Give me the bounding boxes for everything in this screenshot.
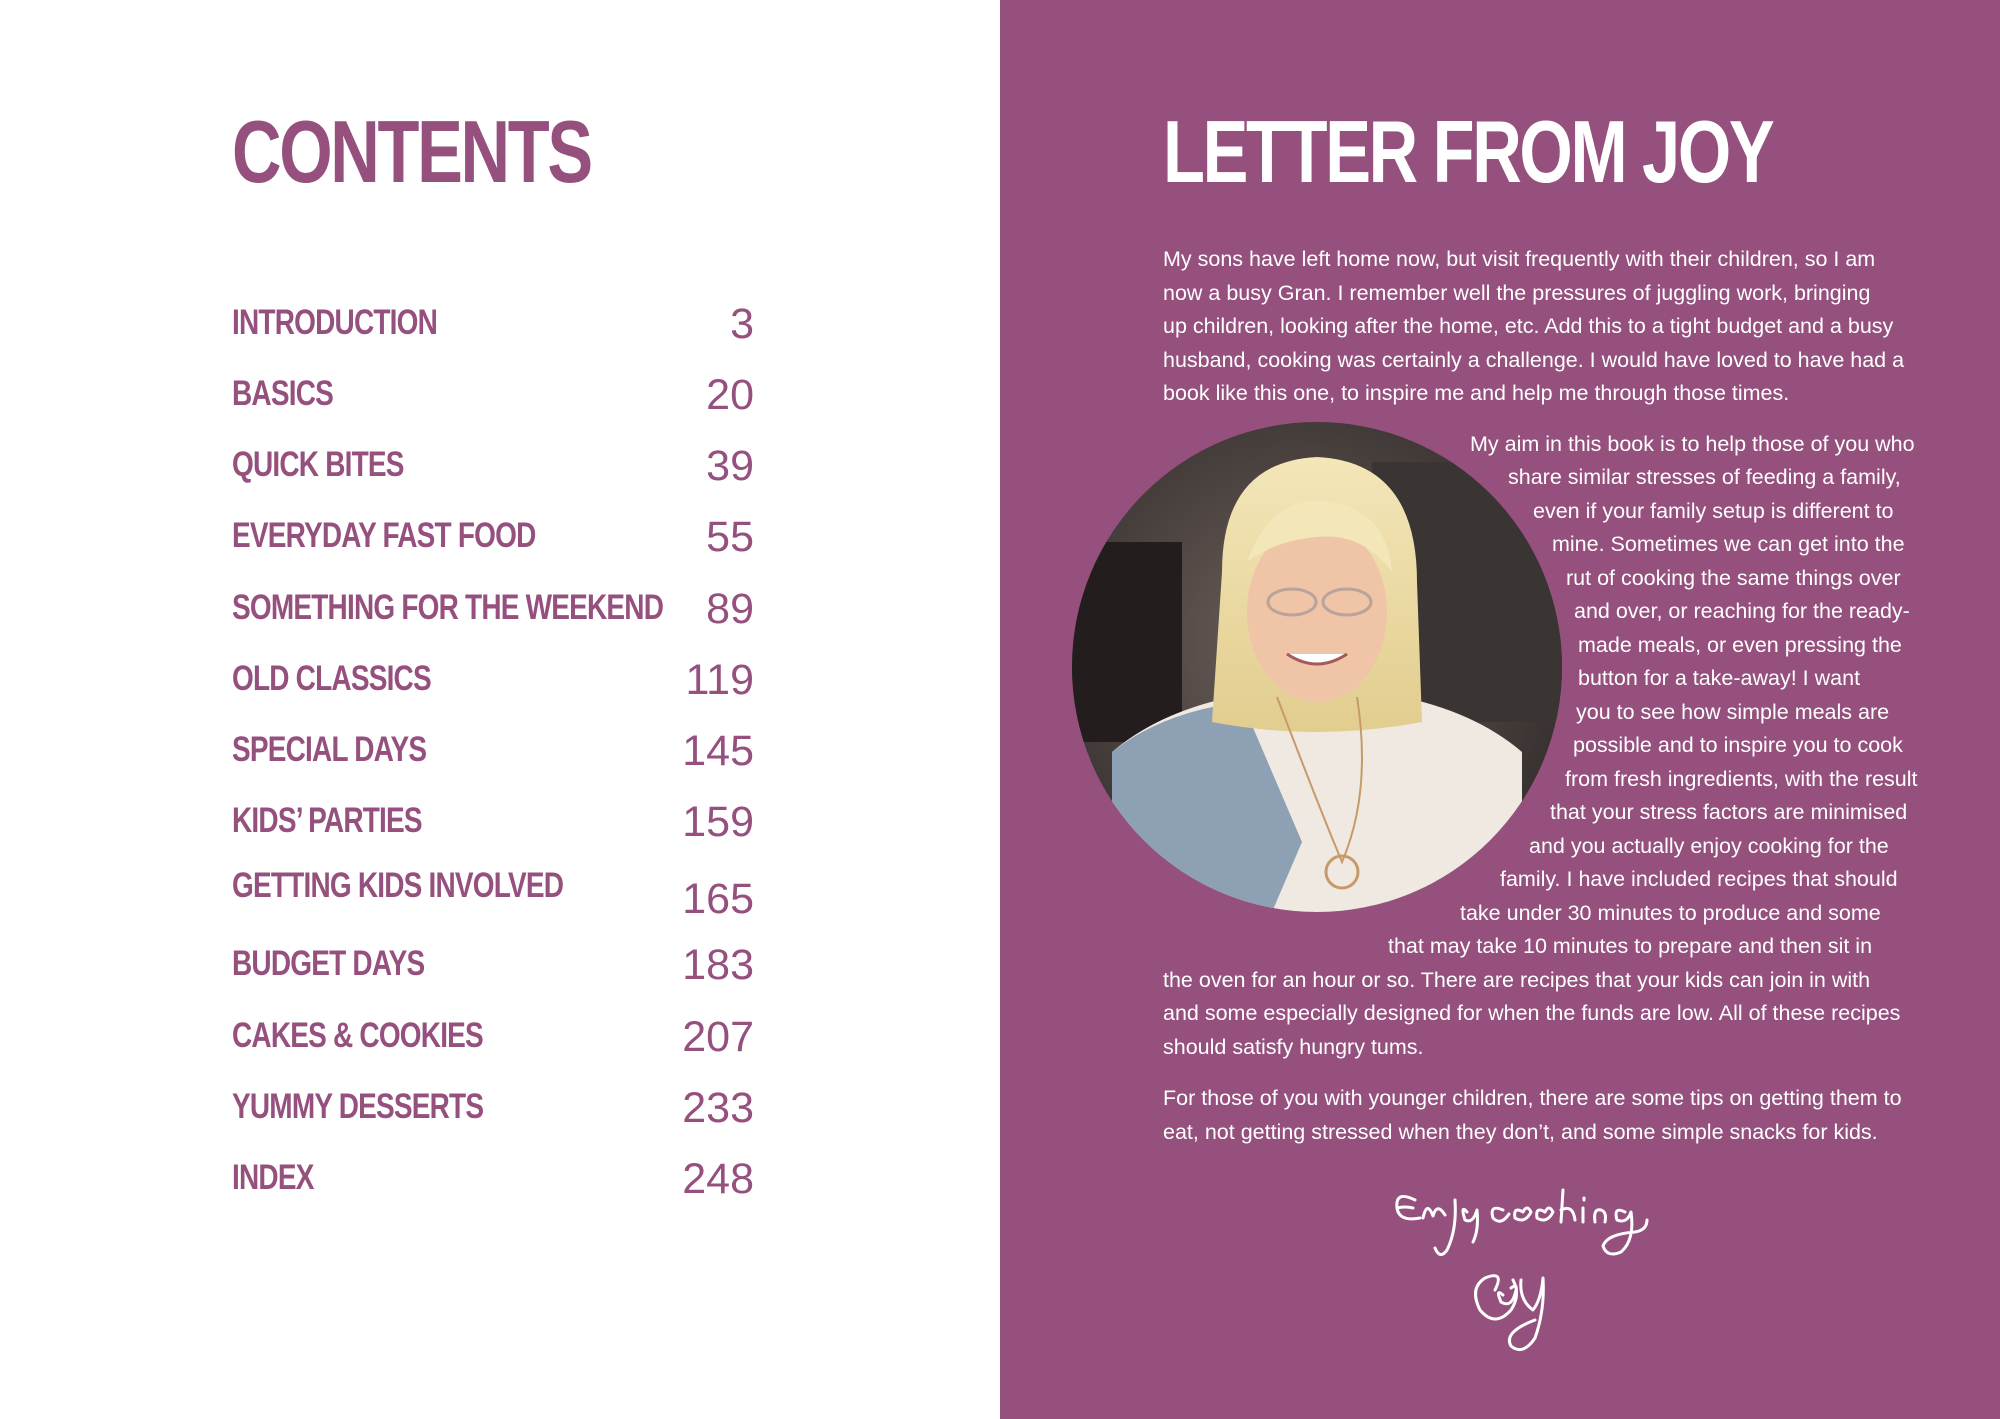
letter-line: you to see how simple meals are: [1576, 700, 1890, 724]
letter-line: For those of you with younger children, there are some tips on getting them to: [1163, 1086, 1902, 1110]
contents-item-label: INDEX: [232, 1158, 314, 1197]
contents-item-page-number: 248: [682, 1155, 754, 1203]
contents-item[interactable]: [232, 941, 754, 996]
letter-line: and you actually enjoy cooking for the: [1529, 834, 1889, 858]
handwritten-signature: [1385, 1160, 1685, 1360]
contents-item[interactable]: [232, 727, 754, 782]
contents-item[interactable]: [232, 371, 754, 426]
letter-line: should satisfy hungry tums.: [1163, 1035, 1424, 1059]
contents-item-label: CAKES & COOKIES: [232, 1016, 483, 1055]
contents-item-page-number: 183: [682, 941, 754, 989]
letter-line: made meals, or even pressing the: [1578, 633, 1902, 657]
letter-line: that may take 10 minutes to prepare and then sit in: [1388, 934, 1873, 958]
contents-item[interactable]: [232, 798, 754, 853]
contents-item[interactable]: [232, 442, 754, 497]
contents-item-label: YUMMY DESSERTS: [232, 1087, 484, 1126]
letter-line: and some especially designed for when the funds are low. All of these recipes: [1163, 1001, 1901, 1025]
letter-line: rut of cooking the same things over: [1566, 566, 1901, 590]
author-portrait: [1072, 422, 1562, 912]
contents-item[interactable]: [232, 1155, 754, 1210]
contents-item-page-number: 55: [706, 513, 754, 561]
letter-title: LETTER FROM JOY: [1163, 102, 1773, 201]
letter-line: eat, not getting stressed when they don’t, and some simple snacks for kids.: [1163, 1119, 1878, 1144]
contents-item-page-number: 207: [682, 1013, 754, 1061]
contents-item-label: GETTING KIDS INVOLVED: [232, 866, 564, 905]
letter-line: even if your family setup is different to: [1533, 499, 1894, 523]
contents-item-label: EVERYDAY FAST FOOD: [232, 516, 536, 555]
contents-item[interactable]: [232, 1013, 754, 1068]
contents-item-label: SPECIAL DAYS: [232, 730, 427, 769]
contents-item-page-number: 39: [706, 442, 754, 490]
letter-line: book like this one, to inspire me and help me through those times.: [1163, 381, 1790, 405]
contents-item-label: SOMETHING FOR THE WEEKEND: [232, 588, 664, 627]
letter-line: share similar stresses of feeding a family,: [1508, 465, 1901, 489]
contents-item-label: OLD CLASSICS: [232, 659, 431, 698]
letter-paragraph-1: [1163, 243, 1904, 411]
letter-line: mine. Sometimes we can get into the: [1552, 532, 1905, 556]
contents-item-label: BASICS: [232, 374, 333, 413]
letter-line: My sons have left home now, but visit frequently with their children, so I am: [1163, 247, 1876, 271]
contents-item-page-number: 233: [682, 1084, 754, 1132]
contents-item[interactable]: [232, 1084, 754, 1139]
contents-item[interactable]: [232, 585, 754, 640]
letter-line: take under 30 minutes to produce and some: [1460, 901, 1881, 925]
letter-line: family. I have included recipes that should: [1500, 867, 1898, 891]
contents-item-page-number: 165: [682, 875, 754, 923]
contents-item-page-number: 20: [706, 371, 754, 419]
contents-item-label: QUICK BITES: [232, 445, 404, 484]
contents-item-page-number: 3: [730, 300, 754, 348]
letter-line: up children, looking after the home, etc. Add this to a tight budget and a busy: [1163, 314, 1894, 338]
letter-line: possible and to inspire you to cook: [1573, 733, 1903, 757]
letter-line: from fresh ingredients, with the result: [1565, 767, 1918, 791]
contents-item-page-number: 159: [682, 798, 754, 846]
letter-line: My aim in this book is to help those of you who: [1470, 432, 1915, 456]
letter-paragraph-3: [1163, 1082, 1902, 1149]
letter-line: the oven for an hour or so. There are recipes that your kids can join in with: [1163, 968, 1871, 992]
letter-line: now a busy Gran. I remember well the pressures of juggling work, bringing: [1163, 280, 1871, 305]
letter-line: and over, or reaching for the ready-: [1574, 599, 1910, 623]
contents-item[interactable]: [232, 866, 754, 923]
contents-title: CONTENTS: [232, 102, 591, 201]
contents-item-page-number: 145: [682, 727, 754, 775]
letter-line: that your stress factors are minimised: [1550, 800, 1908, 824]
letter-line: button for a take-away! I want: [1578, 666, 1861, 690]
contents-item-page-number: 89: [706, 585, 754, 633]
contents-item-page-number: 119: [685, 656, 754, 704]
contents-item-label: KIDS’ PARTIES: [232, 801, 422, 840]
contents-item[interactable]: [232, 300, 754, 355]
contents-item[interactable]: [232, 656, 754, 711]
letter-line: husband, cooking was certainly a challenge. I would have loved to have had a: [1163, 347, 1905, 372]
contents-item-label: INTRODUCTION: [232, 303, 438, 342]
contents-item-label: BUDGET DAYS: [232, 944, 425, 983]
contents-item[interactable]: [232, 513, 754, 568]
